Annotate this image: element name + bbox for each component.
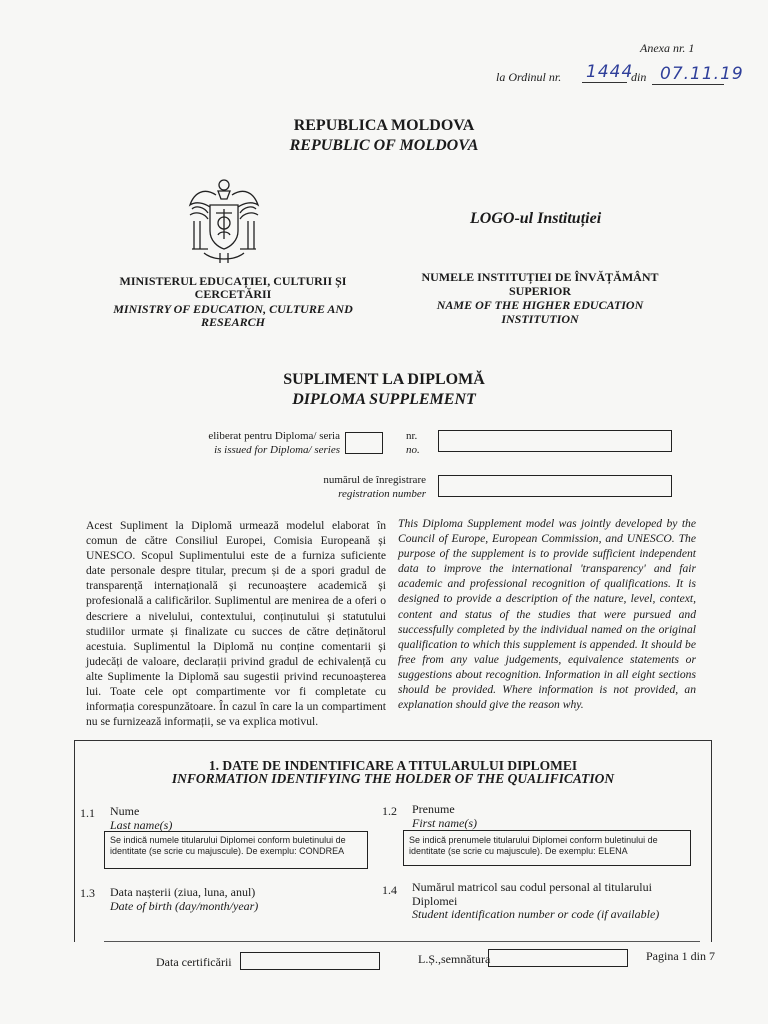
registration-field[interactable]	[438, 475, 672, 497]
intro-paragraph-en: This Diploma Supplement model was jointly developed by the Council of Europe, European Commission, and UNESCO. The purpose of the supplement is to provide sufficient independent data to improve the international 'transparency' and fair academic and professional recognition of qualifications. It is designed to provide a description of the nature, level, context, content and status of the studies that were pursued and successfully completed by the individual named on the original qualification to which this supplement is appended. It should be free from any value judgements, equivalence statements or suggestions about recognition. Information in all eight sections should be provided. Where information is not provided, an explanation should give the reason why.	[398, 517, 696, 712]
last-name-hint: Se indică numele titularului Diplomei conform buletinului de identitate (se scrie cu majuscule). De exemplu: CONDREA	[110, 835, 346, 856]
field-1-1-number: 1.1	[80, 806, 95, 820]
document-title-ro: SUPLIMENT LA DIPLOMĂ	[283, 371, 485, 388]
first-name-field[interactable]	[403, 830, 691, 866]
certification-date-label: Data certificării	[156, 955, 232, 969]
section-1-title-en: INFORMATION IDENTIFYING THE HOLDER OF THE QUALIFICATION	[171, 771, 615, 786]
field-1-2-label-ro: Prenume	[412, 802, 455, 816]
coat-of-arms-icon	[180, 175, 270, 265]
country-title-ro: REPUBLICA MOLDOVA	[293, 117, 475, 134]
field-1-4-number: 1.4	[382, 883, 397, 897]
field-1-3-label-ro: Data nașterii (ziua, luna, anul)	[110, 885, 256, 899]
intro-paragraph-ro: Acest Supliment la Diplomă urmează modelul elaborat în comun de către Consiliul Europei, Comisia Europeană și UNESCO. Scopul Suplimentului este de a furniza suficiente date personale despre titular, precum și de a spori gradul de transparență internațională și recunoaștere academică și profesională a calificărilor. Suplimentul are menirea de a oferi o descriere a nivelului, contextului, conținutului și statutului studiilor urmate și finalizate cu succes de către deținătorul acestuia. Suplimentul la Diplomă nu conține comentarii și judecăți de valoare, declarații privind gradul de echivalență cu alte Suplimente la Diplomă sau sugestii privind recunoașterea lui. Toate cele opt compartimente vor fi completate cu informația corespunzătoare. În cazul în care la un compartiment nu se furnizează informații, se va explica motivul.	[86, 519, 386, 729]
date-prefix: din	[631, 70, 647, 84]
institution-name-ro: NUMELE INSTITUȚIEI DE ÎNVĂȚĂMÂNT SUPERIOR	[421, 270, 659, 298]
number-label-ro: nr.	[406, 430, 418, 442]
footer-divider	[104, 941, 700, 942]
series-label-en: is issued for Diploma/ series	[214, 444, 340, 456]
field-1-4-label-en: Student identification number or code (if available)	[412, 907, 660, 921]
order-prefix: la Ordinul nr.	[496, 70, 562, 84]
signature-field[interactable]	[488, 949, 628, 967]
series-label-ro: eliberat pentru Diploma/ seria	[208, 430, 340, 442]
field-1-4-label-ro: Numărul matricol sau codul personal al titularului Diplomei	[412, 880, 652, 908]
field-1-2-number: 1.2	[382, 804, 397, 818]
institution-logo-placeholder: LOGO-ul Instituției	[470, 210, 602, 227]
order-date: 07.11.19	[660, 64, 744, 84]
series-field[interactable]	[345, 432, 383, 454]
annex-title: Anexa nr. 1	[640, 41, 695, 55]
number-field[interactable]	[438, 430, 672, 452]
registration-label-ro: numărul de înregistrare	[323, 474, 426, 486]
institution-name-en: NAME OF THE HIGHER EDUCATION INSTITUTION	[436, 298, 644, 326]
last-name-field[interactable]	[104, 831, 368, 869]
document-title-en: DIPLOMA SUPPLEMENT	[292, 391, 476, 408]
field-1-1-label-en: Last name(s)	[110, 818, 173, 832]
field-1-1-label-ro: Nume	[110, 804, 140, 818]
ministry-name-en: MINISTRY OF EDUCATION, CULTURE AND RESEARCH	[113, 302, 353, 329]
field-1-3-number: 1.3	[80, 886, 95, 900]
seal-signature-label: L.Ș.,semnătura	[418, 952, 491, 966]
ministry-name-ro: MINISTERUL EDUCAȚIEI, CULTURII ȘI CERCETĂRII	[119, 274, 347, 301]
number-label-en: no.	[406, 444, 420, 456]
certification-date-field[interactable]	[240, 952, 380, 970]
country-title-en: REPUBLIC OF MOLDOVA	[289, 137, 479, 154]
order-number: 1444	[586, 62, 634, 82]
first-name-hint: Se indică prenumele titularului Diplomei conform buletinului de identitate (se scrie cu majuscule). De exemplu: ELENA	[409, 835, 658, 856]
registration-label-en: registration number	[338, 488, 426, 500]
field-1-3-label-en: Date of birth (day/month/year)	[110, 899, 259, 913]
section-1-title-ro: 1. DATE DE INDENTIFICARE A TITULARULUI DIPLOMEI	[208, 758, 578, 773]
page-number: Pagina 1 din 7	[646, 949, 715, 963]
field-1-2-label-en: First name(s)	[412, 816, 477, 830]
